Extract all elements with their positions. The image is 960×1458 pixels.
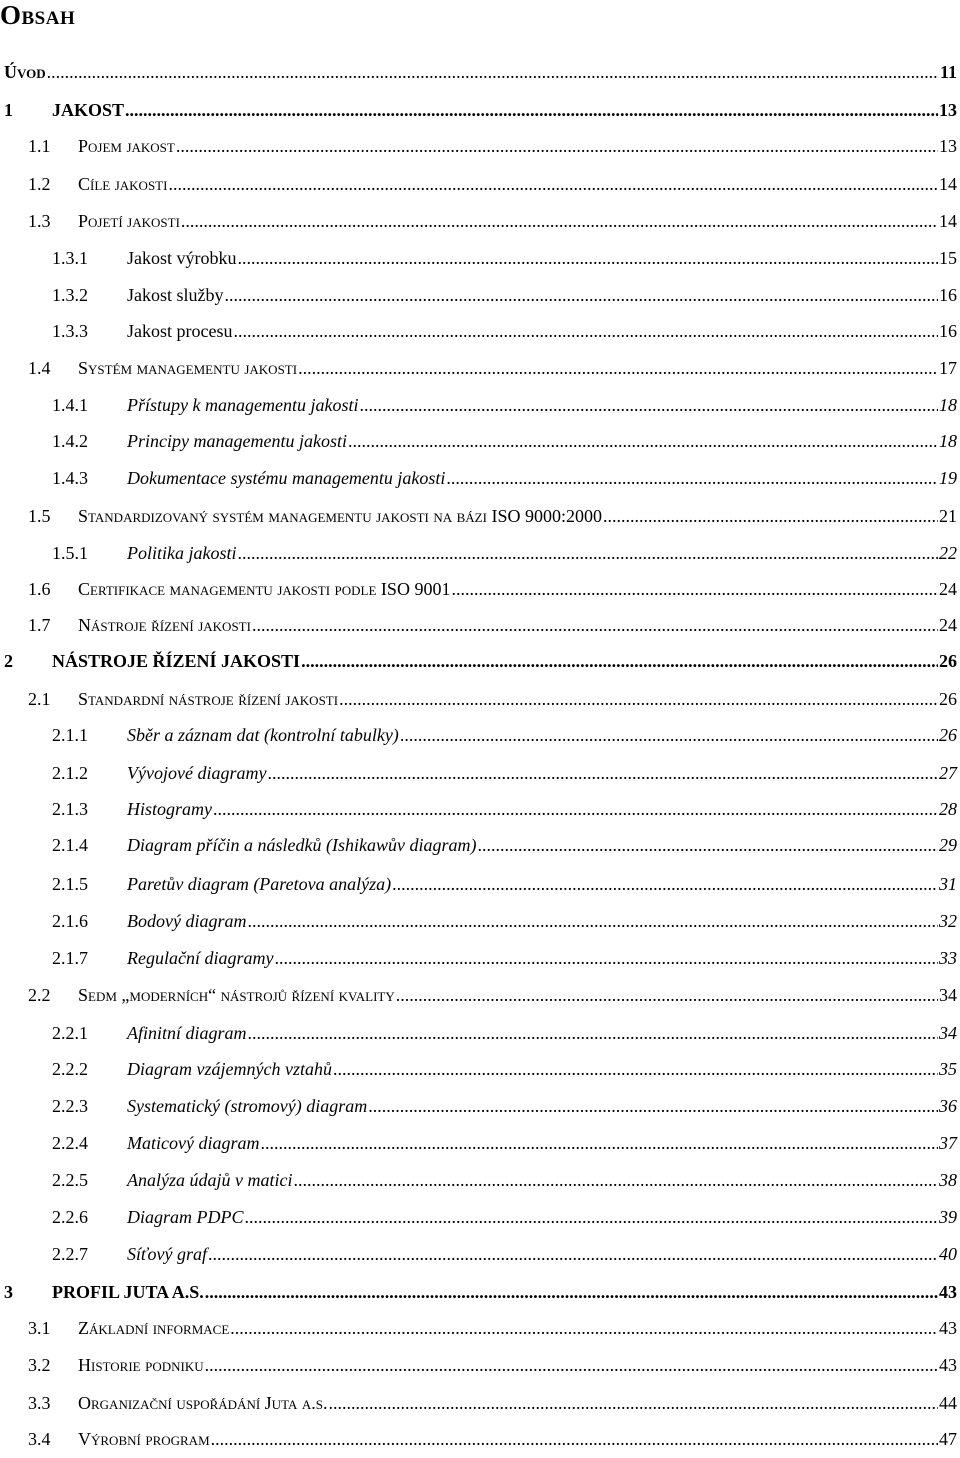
toc-entry-number: 3.4 bbox=[28, 1429, 51, 1449]
dot-leader bbox=[260, 1132, 938, 1154]
toc-entry-page: 17 bbox=[939, 358, 957, 378]
dot-leader bbox=[247, 910, 938, 932]
toc-entry-number: 2.2.6 bbox=[52, 1207, 88, 1227]
dot-leader bbox=[208, 1243, 938, 1265]
toc-entry[interactable] bbox=[52, 247, 957, 269]
toc-entry-page: 19 bbox=[939, 468, 957, 488]
toc-entry-page: 16 bbox=[939, 285, 957, 305]
toc-entry-label: Diagram PDPC bbox=[127, 1207, 244, 1227]
toc-entry-label: Síťový graf bbox=[127, 1244, 208, 1264]
dot-leader bbox=[176, 135, 938, 157]
toc-entry-number: 2.2.4 bbox=[52, 1133, 88, 1153]
toc-entry-page: 35 bbox=[939, 1059, 957, 1079]
toc-entry-page: 21 bbox=[939, 506, 957, 526]
toc-entry-number: 1.3.1 bbox=[52, 248, 88, 268]
toc-entry-label: Cíle jakosti bbox=[78, 174, 168, 194]
dot-leader bbox=[252, 614, 938, 636]
toc-entry[interactable] bbox=[4, 650, 957, 672]
toc-entry[interactable] bbox=[52, 1058, 957, 1080]
toc-entry-number: 2.2.5 bbox=[52, 1170, 88, 1190]
toc-entry[interactable] bbox=[52, 394, 957, 416]
toc-entry-label: Organizační uspořádání Juta a.s. bbox=[78, 1393, 328, 1413]
toc-entry-number: 2.1.6 bbox=[52, 911, 88, 931]
toc-entry[interactable] bbox=[52, 467, 957, 489]
toc-entry[interactable] bbox=[28, 688, 957, 710]
dot-leader bbox=[125, 99, 938, 121]
toc-entry[interactable] bbox=[52, 873, 957, 895]
toc-entry-page: 32 bbox=[939, 911, 957, 931]
toc-entry[interactable] bbox=[52, 320, 957, 342]
toc-entry[interactable] bbox=[28, 357, 957, 379]
toc-entry[interactable] bbox=[28, 210, 957, 232]
toc-entry-page: 47 bbox=[939, 1429, 957, 1449]
toc-entry[interactable] bbox=[52, 1132, 957, 1154]
toc-entry-page: 18 bbox=[939, 395, 957, 415]
toc-entry-number: 2.1.4 bbox=[52, 835, 88, 855]
dot-leader bbox=[348, 430, 938, 452]
toc-entry[interactable] bbox=[4, 61, 957, 83]
dot-leader bbox=[168, 173, 938, 195]
toc-entry[interactable] bbox=[28, 1354, 957, 1376]
toc-entry[interactable] bbox=[52, 284, 957, 306]
toc-entry-number: 1.3.3 bbox=[52, 321, 88, 341]
toc-entry-page: 44 bbox=[939, 1393, 957, 1413]
toc-entry-label: Systematický (stromový) diagram bbox=[127, 1096, 368, 1116]
toc-entry-label: Bodový diagram bbox=[127, 911, 247, 931]
dot-leader bbox=[213, 798, 938, 820]
dot-leader bbox=[328, 1392, 938, 1414]
toc-entry-label: Úvod bbox=[4, 62, 46, 82]
dot-leader bbox=[400, 724, 938, 746]
toc-entry-number: 1.6 bbox=[28, 579, 51, 599]
dot-leader bbox=[248, 1022, 938, 1044]
toc-entry[interactable] bbox=[52, 1243, 957, 1265]
toc-entry-page: 40 bbox=[939, 1244, 957, 1264]
dot-leader bbox=[47, 61, 939, 83]
toc-entry-label: Vývojové diagramy bbox=[127, 763, 267, 783]
dot-leader bbox=[205, 1354, 938, 1376]
toc-entry-number: 2.1.3 bbox=[52, 799, 88, 819]
toc-entry[interactable] bbox=[52, 542, 957, 564]
dot-leader bbox=[301, 650, 938, 672]
toc-entry-number: 2.1.2 bbox=[52, 763, 88, 783]
toc-entry[interactable] bbox=[52, 798, 957, 820]
toc-entry[interactable] bbox=[52, 1022, 957, 1044]
toc-entry-page: 28 bbox=[939, 799, 957, 819]
toc-entry-number: 2.2.3 bbox=[52, 1096, 88, 1116]
toc-entry-number: 1.4.3 bbox=[52, 468, 88, 488]
toc-entry[interactable] bbox=[52, 1206, 957, 1228]
toc-entry-page: 24 bbox=[939, 615, 957, 635]
toc-entry[interactable] bbox=[4, 99, 957, 121]
toc-entry-number: 2.2.1 bbox=[52, 1023, 88, 1043]
toc-entry[interactable] bbox=[52, 910, 957, 932]
toc-entry-number: 2.2.7 bbox=[52, 1244, 88, 1264]
toc-entry[interactable] bbox=[28, 984, 957, 1006]
toc-entry[interactable] bbox=[28, 578, 957, 600]
toc-entry-label: Přístupy k managementu jakosti bbox=[127, 395, 359, 415]
dot-leader bbox=[368, 1095, 938, 1117]
toc-entry-page: 31 bbox=[939, 874, 957, 894]
toc-entry-label: Pojem jakost bbox=[78, 136, 175, 156]
toc-entry-page: 26 bbox=[939, 725, 957, 745]
toc-entry-label: Systém managementu jakosti bbox=[78, 358, 298, 378]
toc-entry[interactable] bbox=[52, 1169, 957, 1191]
dot-leader bbox=[238, 542, 939, 564]
dot-leader bbox=[451, 578, 938, 600]
toc-entry-label: Pojetí jakosti bbox=[78, 211, 180, 231]
toc-entry-label: Afinitní diagram bbox=[127, 1023, 247, 1043]
toc-entry-label: JAKOST bbox=[52, 100, 125, 120]
toc-entry-label: Jakost služby bbox=[127, 285, 224, 305]
toc-entry-page: 43 bbox=[939, 1355, 957, 1375]
toc-entry-number: 2.2.2 bbox=[52, 1059, 88, 1079]
toc-entry-number: 3.3 bbox=[28, 1393, 51, 1413]
dot-leader bbox=[225, 284, 939, 306]
toc-entry[interactable] bbox=[28, 1428, 957, 1450]
toc-entry-label: Politika jakosti bbox=[127, 543, 237, 563]
toc-entry-number: 2.1 bbox=[28, 689, 51, 709]
toc-entry-number: 1.5 bbox=[28, 506, 51, 526]
toc-entry-page: 22 bbox=[939, 543, 957, 563]
toc-entry-page: 37 bbox=[939, 1133, 957, 1153]
toc-entry[interactable] bbox=[28, 505, 957, 527]
dot-leader bbox=[446, 467, 938, 489]
dot-leader bbox=[181, 210, 938, 232]
toc-entry[interactable] bbox=[52, 430, 957, 452]
dot-leader bbox=[339, 688, 938, 710]
dot-leader bbox=[245, 1206, 939, 1228]
toc-entry-page: 26 bbox=[939, 689, 957, 709]
toc-entry[interactable] bbox=[28, 1317, 957, 1339]
toc-entry-page: 39 bbox=[939, 1207, 957, 1227]
toc-entry-page: 38 bbox=[939, 1170, 957, 1190]
toc-entry-label: Maticový diagram bbox=[127, 1133, 260, 1153]
toc-entry-label: Nástroje řízení jakosti bbox=[78, 615, 251, 635]
toc-entry-number: 2.1.1 bbox=[52, 725, 88, 745]
toc-entry[interactable] bbox=[52, 762, 957, 784]
toc-entry-number: 1.3 bbox=[28, 211, 51, 231]
toc-entry-number: 1 bbox=[4, 100, 13, 120]
toc-entry-number: 1.4.2 bbox=[52, 431, 88, 451]
toc-entry-page: 15 bbox=[939, 248, 957, 268]
dot-leader bbox=[274, 947, 938, 969]
toc-entry-label: Standardní nástroje řízení jakosti bbox=[78, 689, 339, 709]
toc-entry-label: Histogramy bbox=[127, 799, 212, 819]
toc-entry-number: 2.1.5 bbox=[52, 874, 88, 894]
toc-entry-label: Sběr a záznam dat (kontrolní tabulky) bbox=[127, 725, 399, 745]
toc-entry-page: 36 bbox=[939, 1096, 957, 1116]
dot-leader bbox=[205, 1281, 938, 1303]
toc-entry-label: Sedm „moderních“ nástrojů řízení kvality bbox=[78, 985, 395, 1005]
toc-entry-page: 33 bbox=[939, 948, 957, 968]
dot-leader bbox=[359, 394, 938, 416]
dot-leader bbox=[238, 247, 939, 269]
toc-entry-number: 1.2 bbox=[28, 174, 51, 194]
toc-entry-page: 26 bbox=[939, 651, 957, 671]
toc-entry-label: Diagram vzájemných vztahů bbox=[127, 1059, 332, 1079]
toc-entry-label: Diagram příčin a následků (Ishikawův diagram) bbox=[127, 835, 477, 855]
toc-entry-label: Základní informace bbox=[78, 1318, 230, 1338]
toc-entry-number: 2.2 bbox=[28, 985, 51, 1005]
toc-entry[interactable] bbox=[4, 1281, 957, 1303]
toc-entry-label: PROFIL JUTA A.S. bbox=[52, 1282, 204, 1302]
toc-entry-page: 43 bbox=[939, 1318, 957, 1338]
toc-entry[interactable] bbox=[52, 947, 957, 969]
toc-entry-label: Certifikace managementu jakosti podle ISO 9001 bbox=[78, 579, 451, 599]
toc-entry-number: 3 bbox=[4, 1282, 13, 1302]
toc-entry-page: 14 bbox=[939, 211, 957, 231]
toc-entry[interactable] bbox=[28, 614, 957, 636]
toc-entry[interactable] bbox=[28, 135, 957, 157]
toc-entry-label: Jakost procesu bbox=[127, 321, 233, 341]
toc-entry[interactable] bbox=[52, 1095, 957, 1117]
toc-entry-page: 13 bbox=[939, 100, 957, 120]
dot-leader bbox=[477, 834, 938, 856]
toc-entry-page: 18 bbox=[939, 431, 957, 451]
dot-leader bbox=[233, 320, 938, 342]
toc-entry-label: Jakost výrobku bbox=[127, 248, 237, 268]
toc-entry-label: Regulační diagramy bbox=[127, 948, 274, 968]
dot-leader bbox=[333, 1058, 938, 1080]
toc-entry-number: 3.2 bbox=[28, 1355, 51, 1375]
toc-entry[interactable] bbox=[28, 173, 957, 195]
toc-entry[interactable] bbox=[28, 1392, 957, 1414]
dot-leader bbox=[267, 762, 938, 784]
dot-leader bbox=[603, 505, 938, 527]
toc-entry-page: 11 bbox=[939, 62, 957, 82]
toc-entry-number: 1.5.1 bbox=[52, 543, 88, 563]
toc-entry[interactable] bbox=[52, 724, 957, 746]
toc-entry-number: 1.3.2 bbox=[52, 285, 88, 305]
dot-leader bbox=[211, 1428, 938, 1450]
toc-entry-page: 27 bbox=[939, 763, 957, 783]
toc-entry-page: 34 bbox=[939, 1023, 957, 1043]
toc-entry-number: 1.4 bbox=[28, 358, 51, 378]
toc-entry-page: 14 bbox=[939, 174, 957, 194]
toc-entry-label: Analýza údajů v matici bbox=[127, 1170, 293, 1190]
toc-entry-label: Dokumentace systému managementu jakosti bbox=[127, 468, 446, 488]
toc-entry-page: 29 bbox=[939, 835, 957, 855]
dot-leader bbox=[392, 873, 938, 895]
toc-entry-page: 16 bbox=[939, 321, 957, 341]
toc-entry-number: 3.1 bbox=[28, 1318, 51, 1338]
page-title: Obsah bbox=[0, 0, 76, 30]
dot-leader bbox=[396, 984, 938, 1006]
toc-entry[interactable] bbox=[52, 834, 957, 856]
toc-entry-label: NÁSTROJE ŘÍZENÍ JAKOSTI bbox=[52, 651, 301, 671]
toc-entry-label: Principy managementu jakosti bbox=[127, 431, 347, 451]
dot-leader bbox=[230, 1317, 938, 1339]
dot-leader bbox=[298, 357, 938, 379]
toc-entry-page: 13 bbox=[939, 136, 957, 156]
toc-entry-number: 1.7 bbox=[28, 615, 51, 635]
toc-entry-label: Historie podniku bbox=[78, 1355, 204, 1375]
toc-entry-label: Standardizovaný systém managementu jakosti na bázi ISO 9000:2000 bbox=[78, 506, 602, 526]
dot-leader bbox=[293, 1169, 938, 1191]
toc-entry-number: 1.1 bbox=[28, 136, 51, 156]
toc-entry-number: 1.4.1 bbox=[52, 395, 88, 415]
toc-entry-page: 43 bbox=[939, 1282, 957, 1302]
toc-entry-number: 2 bbox=[4, 651, 13, 671]
toc-entry-page: 24 bbox=[939, 579, 957, 599]
toc-entry-label: Paretův diagram (Paretova analýza) bbox=[127, 874, 392, 894]
toc-entry-page: 34 bbox=[939, 985, 957, 1005]
toc-entry-label: Výrobní program bbox=[78, 1429, 210, 1449]
toc-entry-number: 2.1.7 bbox=[52, 948, 88, 968]
